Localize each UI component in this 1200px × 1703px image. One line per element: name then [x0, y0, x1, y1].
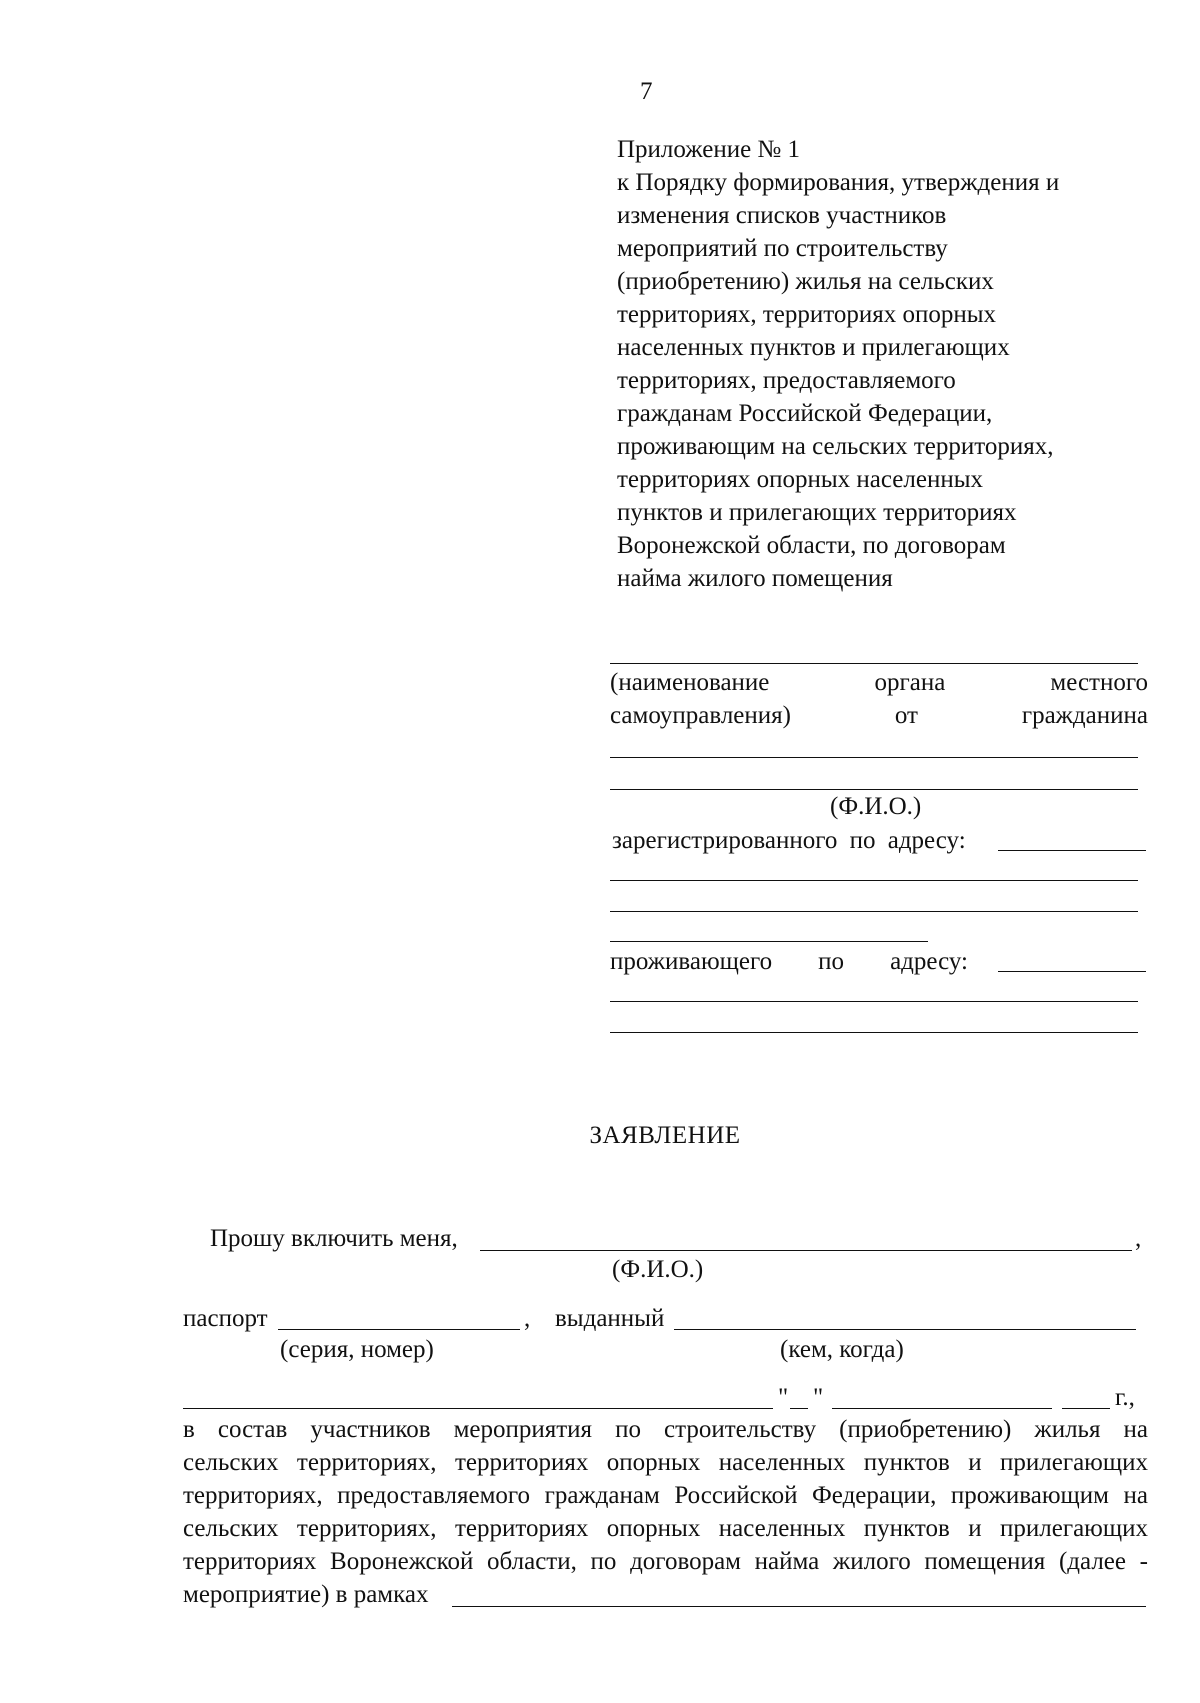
paragraph-line: территориях, предоставляемого гражданам Российской Федерации, проживающим на: [183, 1482, 1148, 1509]
caption-word: органа: [874, 669, 946, 696]
appendix-line: изменения списков участников: [617, 202, 947, 229]
residing-address-line[interactable]: [610, 1032, 1138, 1033]
appendix-line: территориях опорных населенных: [617, 466, 984, 493]
paragraph-line: сельских территориях, территориях опорных населенных пунктов и прилегающих: [183, 1449, 1148, 1476]
document-title: ЗАЯВЛЕНИЕ: [589, 1122, 741, 1149]
passport-number-line[interactable]: [278, 1329, 520, 1330]
year-suffix: г.,: [1115, 1384, 1135, 1411]
residing-address-line[interactable]: [998, 971, 1146, 972]
appendix-line: пунктов и прилегающих территориях: [617, 499, 1017, 526]
appendix-line: территориях, территориях опорных: [617, 301, 997, 328]
date-day-line[interactable]: [790, 1408, 808, 1409]
registered-address-line[interactable]: [610, 880, 1138, 881]
appendix-header: [617, 133, 1059, 595]
request-comma: ,: [1135, 1225, 1142, 1252]
appendix-line: гражданам Российской Федерации,: [617, 400, 993, 427]
registered-address-line[interactable]: [610, 941, 928, 942]
registered-address-line[interactable]: [998, 850, 1146, 851]
series-caption: (серия, номер): [280, 1336, 434, 1363]
fio-caption: (Ф.И.О.): [830, 793, 922, 820]
appendix-line: найма жилого помещения: [617, 565, 893, 592]
issuer-line[interactable]: [674, 1329, 1136, 1330]
paragraph-line: территориях Воронежской области, по договорам найма жилого помещения (далее -: [183, 1548, 1148, 1575]
passport-comma: ,: [524, 1305, 531, 1332]
appendix-line: проживающим на сельских территориях,: [617, 433, 1054, 460]
date-quote-open: ": [778, 1384, 789, 1411]
caption-word: проживающего: [610, 948, 773, 975]
authority-caption-row: [610, 666, 1148, 699]
appendix-line: населенных пунктов и прилегающих: [617, 334, 1010, 361]
fio-caption: (Ф.И.О.): [612, 1256, 704, 1283]
program-label: мероприятие) в рамках: [183, 1581, 429, 1608]
page-number: 7: [640, 78, 653, 105]
caption-word: (наименование: [610, 669, 770, 696]
appendix-line: к Порядку формирования, утверждения и: [617, 169, 1060, 196]
issued-label: выданный: [555, 1305, 665, 1332]
issuer-continuation-line[interactable]: [183, 1408, 773, 1409]
residing-address-line[interactable]: [610, 1001, 1138, 1002]
registered-address-line[interactable]: [610, 911, 1138, 912]
registered-address-label: зарегистрированного по адресу:: [612, 827, 966, 854]
caption-word: по: [818, 948, 845, 975]
caption-word: от: [894, 702, 918, 729]
request-label: Прошу включить меня,: [210, 1225, 458, 1252]
appendix-line: Воронежской области, по договорам: [617, 532, 1006, 559]
issuer-caption: (кем, когда): [780, 1336, 904, 1363]
residing-address-label: [610, 945, 968, 978]
caption-word: самоуправления): [610, 702, 791, 729]
authority-name-line[interactable]: [610, 663, 1138, 664]
caption-word: гражданина: [1021, 702, 1148, 729]
passport-label: паспорт: [183, 1305, 268, 1332]
program-line[interactable]: [452, 1606, 1146, 1607]
request-fio-line[interactable]: [480, 1250, 1132, 1251]
appendix-line: Приложение № 1: [617, 136, 801, 163]
paragraph-line: сельских территориях, территориях опорных населенных пунктов и прилегающих: [183, 1515, 1148, 1542]
appendix-line: мероприятий по строительству: [617, 235, 948, 262]
appendix-line: территориях, предоставляемого: [617, 367, 956, 394]
date-quote-close: ": [813, 1384, 824, 1411]
authority-caption-row: [610, 699, 1148, 732]
appendix-line: (приобретению) жилья на сельских: [617, 268, 994, 295]
date-month-line[interactable]: [832, 1408, 1052, 1409]
caption-word: местного: [1050, 669, 1148, 696]
applicant-fio-line[interactable]: [610, 757, 1138, 758]
caption-word: адресу:: [890, 948, 968, 975]
date-year-line[interactable]: [1062, 1408, 1110, 1409]
paragraph-line: в состав участников мероприятия по строительству (приобретению) жилья на: [183, 1416, 1148, 1443]
